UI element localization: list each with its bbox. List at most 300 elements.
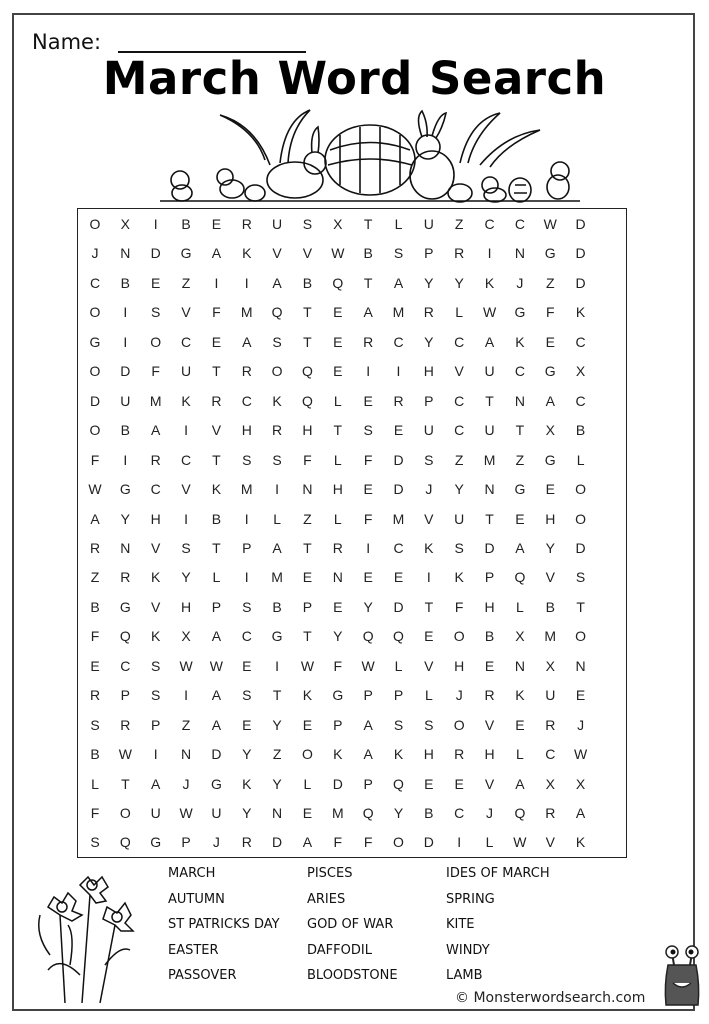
grid-letter: C bbox=[514, 216, 525, 232]
grid-letter: P bbox=[424, 392, 434, 409]
grid-letter: A bbox=[242, 333, 252, 350]
grid-letter: L bbox=[333, 510, 342, 527]
grid-letter: G bbox=[150, 834, 162, 851]
grid-letter: A bbox=[302, 834, 313, 851]
word-list-item: BLOODSTONE bbox=[307, 968, 398, 983]
grid-letter: T bbox=[424, 598, 434, 615]
easter-animals-banner-icon bbox=[160, 105, 580, 205]
grid-letter: S bbox=[181, 539, 191, 556]
grid-letter: F bbox=[303, 451, 312, 468]
grid-letter: K bbox=[515, 333, 525, 350]
grid-letter: E bbox=[242, 716, 252, 733]
grid-letter: O bbox=[89, 304, 101, 321]
grid-letter: C bbox=[454, 422, 465, 439]
grid-letter: O bbox=[150, 333, 162, 350]
word-list-item: MARCH bbox=[168, 866, 216, 881]
grid-letter: Z bbox=[545, 274, 555, 291]
monster-icon bbox=[660, 945, 704, 1009]
grid-letter: D bbox=[423, 834, 434, 851]
word-list-item: SPRING bbox=[446, 891, 495, 907]
grid-letter: I bbox=[366, 539, 371, 556]
grid-letter: L bbox=[212, 569, 221, 586]
grid-letter: H bbox=[484, 746, 495, 763]
grid-letter: O bbox=[89, 216, 101, 232]
grid-letter: R bbox=[89, 539, 101, 556]
grid-letter: F bbox=[545, 304, 555, 321]
grid-letter: A bbox=[211, 716, 222, 733]
grid-letter: C bbox=[454, 333, 465, 350]
word-list-item: IDES OF MARCH bbox=[446, 866, 550, 881]
grid-letter: I bbox=[184, 422, 188, 439]
grid-letter: E bbox=[424, 628, 434, 645]
letter-grid bbox=[80, 210, 624, 856]
grid-letter: G bbox=[514, 481, 526, 498]
grid-letter: Z bbox=[454, 216, 464, 232]
grid-letter: W bbox=[179, 657, 193, 674]
grid-letter: S bbox=[393, 716, 404, 733]
grid-letter: E bbox=[363, 481, 373, 498]
grid-letter: T bbox=[333, 422, 343, 439]
grid-letter: I bbox=[184, 687, 188, 704]
grid-letter: J bbox=[486, 805, 494, 821]
grid-letter: R bbox=[393, 392, 404, 409]
grid-letter: O bbox=[575, 510, 587, 527]
grid-letter: E bbox=[333, 304, 343, 321]
grid-letter: X bbox=[515, 628, 525, 645]
grid-letter: C bbox=[180, 333, 192, 350]
grid-letter: L bbox=[424, 687, 433, 704]
grid-letter: C bbox=[514, 363, 525, 380]
page-title: March Word Search bbox=[102, 52, 607, 105]
grid-letter: K bbox=[454, 569, 464, 586]
grid-letter: W bbox=[331, 245, 345, 262]
grid-letter: A bbox=[393, 274, 404, 291]
grid-letter: E bbox=[575, 687, 586, 704]
grid-letter: V bbox=[181, 481, 191, 498]
grid-letter: S bbox=[272, 451, 282, 468]
grid-letter: A bbox=[515, 775, 525, 792]
grid-letter: P bbox=[363, 775, 373, 792]
grid-letter: F bbox=[333, 657, 343, 674]
grid-letter: W bbox=[482, 304, 497, 321]
grid-letter: U bbox=[150, 805, 161, 821]
grid-letter: Q bbox=[393, 775, 404, 792]
grid-letter: N bbox=[484, 481, 495, 498]
grid-letter: P bbox=[363, 687, 373, 704]
grid-letter: X bbox=[545, 775, 555, 792]
grid-letter: S bbox=[151, 304, 161, 321]
word-list-item: KITE bbox=[446, 917, 475, 932]
grid-letter: V bbox=[424, 510, 434, 527]
grid-letter: Y bbox=[333, 628, 343, 645]
grid-letter: R bbox=[332, 539, 343, 556]
grid-letter: K bbox=[242, 245, 252, 262]
grid-letter: Q bbox=[271, 304, 283, 321]
grid-letter: J bbox=[455, 687, 463, 704]
grid-letter: L bbox=[485, 834, 494, 851]
grid-letter: E bbox=[545, 333, 555, 350]
grid-letter: H bbox=[423, 746, 434, 763]
grid-letter: K bbox=[333, 746, 343, 763]
grid-letter: S bbox=[454, 539, 464, 556]
grid-letter: L bbox=[455, 304, 464, 321]
word-list-item: AUTUMN bbox=[168, 891, 225, 907]
grid-letter: G bbox=[119, 481, 131, 498]
grid-letter: L bbox=[91, 775, 99, 792]
grid-letter: E bbox=[454, 775, 464, 792]
grid-letter: Z bbox=[515, 451, 525, 468]
word-list-item: DAFFODIL bbox=[307, 942, 372, 958]
grid-letter: E bbox=[515, 510, 525, 527]
grid-letter: K bbox=[393, 746, 404, 763]
grid-letter: J bbox=[577, 716, 585, 733]
grid-letter: F bbox=[363, 834, 373, 851]
grid-letter: R bbox=[272, 422, 283, 439]
grid-letter: Y bbox=[242, 746, 252, 763]
grid-letter: Q bbox=[393, 628, 404, 645]
grid-letter: M bbox=[392, 510, 405, 527]
grid-letter: U bbox=[423, 216, 434, 232]
grid-letter: C bbox=[545, 746, 556, 763]
grid-letter: R bbox=[211, 392, 222, 409]
grid-letter: W bbox=[118, 746, 132, 763]
grid-letter: Q bbox=[301, 392, 313, 409]
grid-letter: V bbox=[424, 657, 434, 674]
grid-letter: D bbox=[484, 539, 495, 556]
grid-letter: M bbox=[392, 304, 405, 321]
grid-letter: X bbox=[545, 657, 555, 674]
grid-letter: K bbox=[575, 834, 586, 851]
grid-letter: L bbox=[515, 746, 524, 763]
grid-letter: A bbox=[211, 687, 222, 704]
grid-letter: A bbox=[363, 304, 373, 321]
grid-letter: N bbox=[302, 481, 313, 498]
grid-letter: Z bbox=[303, 510, 312, 527]
grid-letter: S bbox=[90, 834, 100, 851]
grid-letter: N bbox=[120, 245, 131, 262]
grid-letter: L bbox=[515, 598, 524, 615]
grid-letter: O bbox=[271, 363, 283, 380]
grid-letter: O bbox=[119, 805, 131, 821]
grid-letter: H bbox=[545, 510, 556, 527]
grid-letter: E bbox=[242, 657, 252, 674]
grid-letter: N bbox=[120, 539, 131, 556]
grid-letter: D bbox=[393, 451, 404, 468]
grid-letter: R bbox=[89, 687, 101, 704]
grid-letter: P bbox=[302, 598, 313, 615]
grid-letter: P bbox=[333, 716, 343, 733]
grid-letter: I bbox=[244, 569, 249, 586]
grid-letter: C bbox=[484, 216, 495, 232]
grid-letter: E bbox=[333, 333, 343, 350]
grid-letter: Y bbox=[393, 805, 404, 821]
grid-letter: G bbox=[210, 775, 222, 792]
grid-letter: V bbox=[454, 363, 464, 380]
grid-letter: H bbox=[454, 657, 465, 674]
daffodil-icon bbox=[20, 855, 150, 1005]
grid-letter: P bbox=[120, 687, 131, 704]
grid-letter: E bbox=[302, 805, 313, 821]
grid-letter: Z bbox=[181, 716, 191, 733]
grid-letter: A bbox=[151, 775, 161, 792]
grid-letter: B bbox=[90, 598, 100, 615]
grid-letter: C bbox=[575, 392, 586, 409]
grid-letter: K bbox=[424, 539, 434, 556]
word-list-item: GOD OF WAR bbox=[307, 917, 394, 932]
word-list-item: EASTER bbox=[168, 942, 219, 958]
grid-letter: K bbox=[151, 569, 161, 586]
grid-letter: Y bbox=[272, 775, 282, 792]
grid-letter: W bbox=[513, 834, 527, 851]
grid-letter: K bbox=[242, 775, 252, 792]
grid-letter: H bbox=[423, 363, 434, 380]
grid-letter: E bbox=[90, 657, 100, 674]
grid-letter: W bbox=[88, 481, 102, 498]
grid-letter: B bbox=[575, 422, 586, 439]
grid-letter: F bbox=[454, 598, 464, 615]
grid-letter: E bbox=[211, 333, 222, 350]
grid-letter: J bbox=[212, 834, 220, 851]
grid-letter: D bbox=[150, 245, 161, 262]
word-list-item: ARIES bbox=[307, 891, 346, 907]
grid-letter: R bbox=[241, 363, 252, 380]
grid-letter: R bbox=[484, 687, 495, 704]
grid-letter: E bbox=[393, 422, 404, 439]
grid-letter: M bbox=[240, 481, 253, 498]
grid-letter: A bbox=[211, 628, 222, 645]
grid-letter: R bbox=[454, 245, 465, 262]
grid-letter: B bbox=[424, 805, 434, 821]
grid-letter: U bbox=[272, 216, 283, 232]
grid-letter: G bbox=[544, 451, 556, 468]
grid-letter: F bbox=[363, 451, 373, 468]
grid-letter: I bbox=[123, 333, 128, 350]
grid-letter: Y bbox=[181, 569, 191, 586]
grid-letter: G bbox=[544, 363, 556, 380]
grid-letter: C bbox=[393, 333, 404, 350]
grid-letter: M bbox=[331, 805, 344, 821]
grid-letter: E bbox=[302, 716, 313, 733]
grid-letter: O bbox=[301, 746, 313, 763]
grid-letter: E bbox=[393, 569, 404, 586]
grid-letter: X bbox=[120, 216, 131, 232]
grid-letter: E bbox=[302, 569, 313, 586]
grid-letter: G bbox=[89, 333, 101, 350]
name-label: Name: bbox=[32, 30, 102, 54]
grid-letter: V bbox=[211, 422, 222, 439]
grid-letter: N bbox=[575, 657, 586, 674]
grid-letter: T bbox=[212, 363, 221, 380]
grid-letter: D bbox=[211, 746, 222, 763]
grid-letter: Q bbox=[301, 363, 313, 380]
grid-letter: B bbox=[302, 274, 313, 291]
grid-letter: Y bbox=[424, 274, 434, 291]
grid-letter: U bbox=[120, 392, 131, 409]
grid-letter: R bbox=[150, 451, 161, 468]
grid-letter: O bbox=[89, 363, 101, 380]
grid-letter: H bbox=[241, 422, 252, 439]
grid-letter: R bbox=[120, 569, 131, 586]
grid-letter: P bbox=[484, 569, 495, 586]
grid-letter: T bbox=[363, 216, 373, 232]
grid-letter: B bbox=[120, 422, 131, 439]
grid-letter: T bbox=[303, 628, 312, 645]
grid-letter: O bbox=[453, 716, 465, 733]
grid-letter: A bbox=[363, 746, 373, 763]
grid-letter: B bbox=[545, 598, 555, 615]
grid-letter: C bbox=[241, 392, 252, 409]
word-list-item: WINDY bbox=[446, 942, 490, 958]
grid-letter: F bbox=[363, 510, 373, 527]
grid-letter: D bbox=[393, 598, 404, 615]
grid-letter: F bbox=[212, 304, 221, 321]
grid-letter: N bbox=[514, 392, 525, 409]
grid-letter: H bbox=[332, 481, 343, 498]
word-list-item: PISCES bbox=[307, 866, 353, 881]
grid-letter: I bbox=[244, 510, 249, 527]
grid-letter: V bbox=[181, 304, 191, 321]
grid-letter: N bbox=[514, 657, 525, 674]
grid-letter: P bbox=[151, 716, 161, 733]
grid-letter: I bbox=[396, 363, 401, 380]
grid-letter: S bbox=[424, 451, 434, 468]
grid-letter: J bbox=[91, 245, 99, 262]
grid-letter: E bbox=[484, 657, 495, 674]
grid-letter: W bbox=[179, 805, 193, 821]
grid-letter: T bbox=[485, 392, 494, 409]
grid-letter: O bbox=[453, 628, 465, 645]
grid-letter: I bbox=[184, 510, 188, 527]
grid-letter: P bbox=[424, 245, 434, 262]
grid-letter: M bbox=[240, 304, 253, 321]
grid-letter: C bbox=[241, 628, 252, 645]
grid-letter: P bbox=[393, 687, 404, 704]
grid-letter: Z bbox=[90, 569, 100, 586]
grid-letter: Y bbox=[242, 805, 252, 821]
grid-letter: I bbox=[153, 746, 158, 763]
grid-letter: A bbox=[272, 539, 282, 556]
grid-letter: O bbox=[575, 628, 587, 645]
grid-letter: C bbox=[393, 539, 404, 556]
grid-letter: W bbox=[361, 657, 375, 674]
grid-letter: M bbox=[271, 569, 283, 586]
grid-letter: C bbox=[180, 451, 192, 468]
grid-letter: A bbox=[90, 510, 100, 527]
grid-letter: L bbox=[394, 216, 403, 232]
grid-letter: J bbox=[425, 481, 433, 498]
grid-letter: T bbox=[212, 451, 221, 468]
grid-letter: H bbox=[180, 598, 192, 615]
grid-letter: T bbox=[515, 422, 525, 439]
grid-letter: S bbox=[575, 569, 586, 586]
grid-letter: O bbox=[89, 422, 101, 439]
grid-letter: P bbox=[181, 834, 191, 851]
grid-letter: V bbox=[484, 775, 495, 792]
grid-letter: U bbox=[484, 422, 495, 439]
grid-letter: F bbox=[90, 628, 100, 645]
grid-letter: R bbox=[120, 716, 131, 733]
grid-letter: E bbox=[211, 216, 222, 232]
grid-letter: B bbox=[484, 628, 495, 645]
grid-letter: O bbox=[575, 481, 587, 498]
grid-letter: M bbox=[149, 392, 162, 409]
grid-letter: I bbox=[457, 834, 462, 851]
grid-letter: A bbox=[575, 805, 586, 821]
grid-letter: V bbox=[151, 598, 161, 615]
grid-letter: S bbox=[363, 422, 373, 439]
word-list-item: LAMB bbox=[446, 968, 483, 983]
grid-letter: V bbox=[272, 245, 282, 262]
grid-letter: F bbox=[90, 451, 100, 468]
grid-letter: H bbox=[484, 598, 495, 615]
grid-letter: V bbox=[545, 834, 555, 851]
grid-letter: J bbox=[182, 775, 190, 792]
grid-letter: B bbox=[90, 746, 100, 763]
grid-letter: E bbox=[363, 569, 373, 586]
grid-letter: Q bbox=[332, 274, 344, 291]
grid-letter: Y bbox=[363, 598, 373, 615]
grid-letter: B bbox=[181, 216, 191, 232]
grid-letter: A bbox=[211, 245, 222, 262]
grid-letter: L bbox=[303, 775, 312, 792]
grid-letter: R bbox=[454, 746, 465, 763]
grid-letter: K bbox=[272, 392, 282, 409]
grid-letter: T bbox=[121, 775, 130, 792]
grid-letter: U bbox=[423, 422, 434, 439]
grid-letter: D bbox=[575, 274, 586, 291]
grid-letter: W bbox=[543, 216, 557, 232]
grid-letter: P bbox=[242, 539, 252, 556]
grid-letter: Z bbox=[181, 274, 191, 291]
grid-letter: W bbox=[300, 657, 315, 674]
grid-letter: K bbox=[515, 687, 525, 704]
grid-letter: G bbox=[180, 245, 192, 262]
grid-letter: Y bbox=[545, 539, 555, 556]
grid-letter: R bbox=[241, 834, 252, 851]
grid-letter: D bbox=[272, 834, 283, 851]
grid-letter: E bbox=[363, 392, 373, 409]
grid-letter: T bbox=[576, 598, 585, 615]
grid-letter: I bbox=[275, 657, 280, 674]
grid-letter: K bbox=[211, 481, 222, 498]
grid-letter: S bbox=[242, 598, 252, 615]
grid-letter: D bbox=[120, 363, 131, 380]
grid-letter: X bbox=[333, 216, 343, 232]
grid-letter: X bbox=[575, 775, 586, 792]
grid-letter: U bbox=[545, 687, 556, 704]
grid-letter: Y bbox=[120, 510, 131, 527]
grid-letter: Y bbox=[424, 333, 434, 350]
grid-letter: Z bbox=[272, 746, 282, 763]
grid-letter: G bbox=[514, 304, 526, 321]
grid-letter: L bbox=[394, 657, 403, 674]
grid-letter: A bbox=[545, 392, 555, 409]
grid-letter: M bbox=[483, 451, 496, 468]
grid-letter: S bbox=[151, 687, 161, 704]
grid-letter: A bbox=[151, 422, 161, 439]
grid-letter: L bbox=[333, 392, 342, 409]
grid-letter: S bbox=[151, 657, 161, 674]
grid-letter: S bbox=[393, 245, 404, 262]
grid-letter: T bbox=[212, 539, 221, 556]
grid-letter: E bbox=[424, 775, 434, 792]
grid-letter: R bbox=[241, 216, 252, 232]
grid-letter: L bbox=[273, 510, 281, 527]
grid-letter: N bbox=[272, 805, 283, 821]
grid-letter: T bbox=[303, 304, 312, 321]
grid-letter: V bbox=[545, 569, 555, 586]
grid-letter: V bbox=[484, 716, 495, 733]
